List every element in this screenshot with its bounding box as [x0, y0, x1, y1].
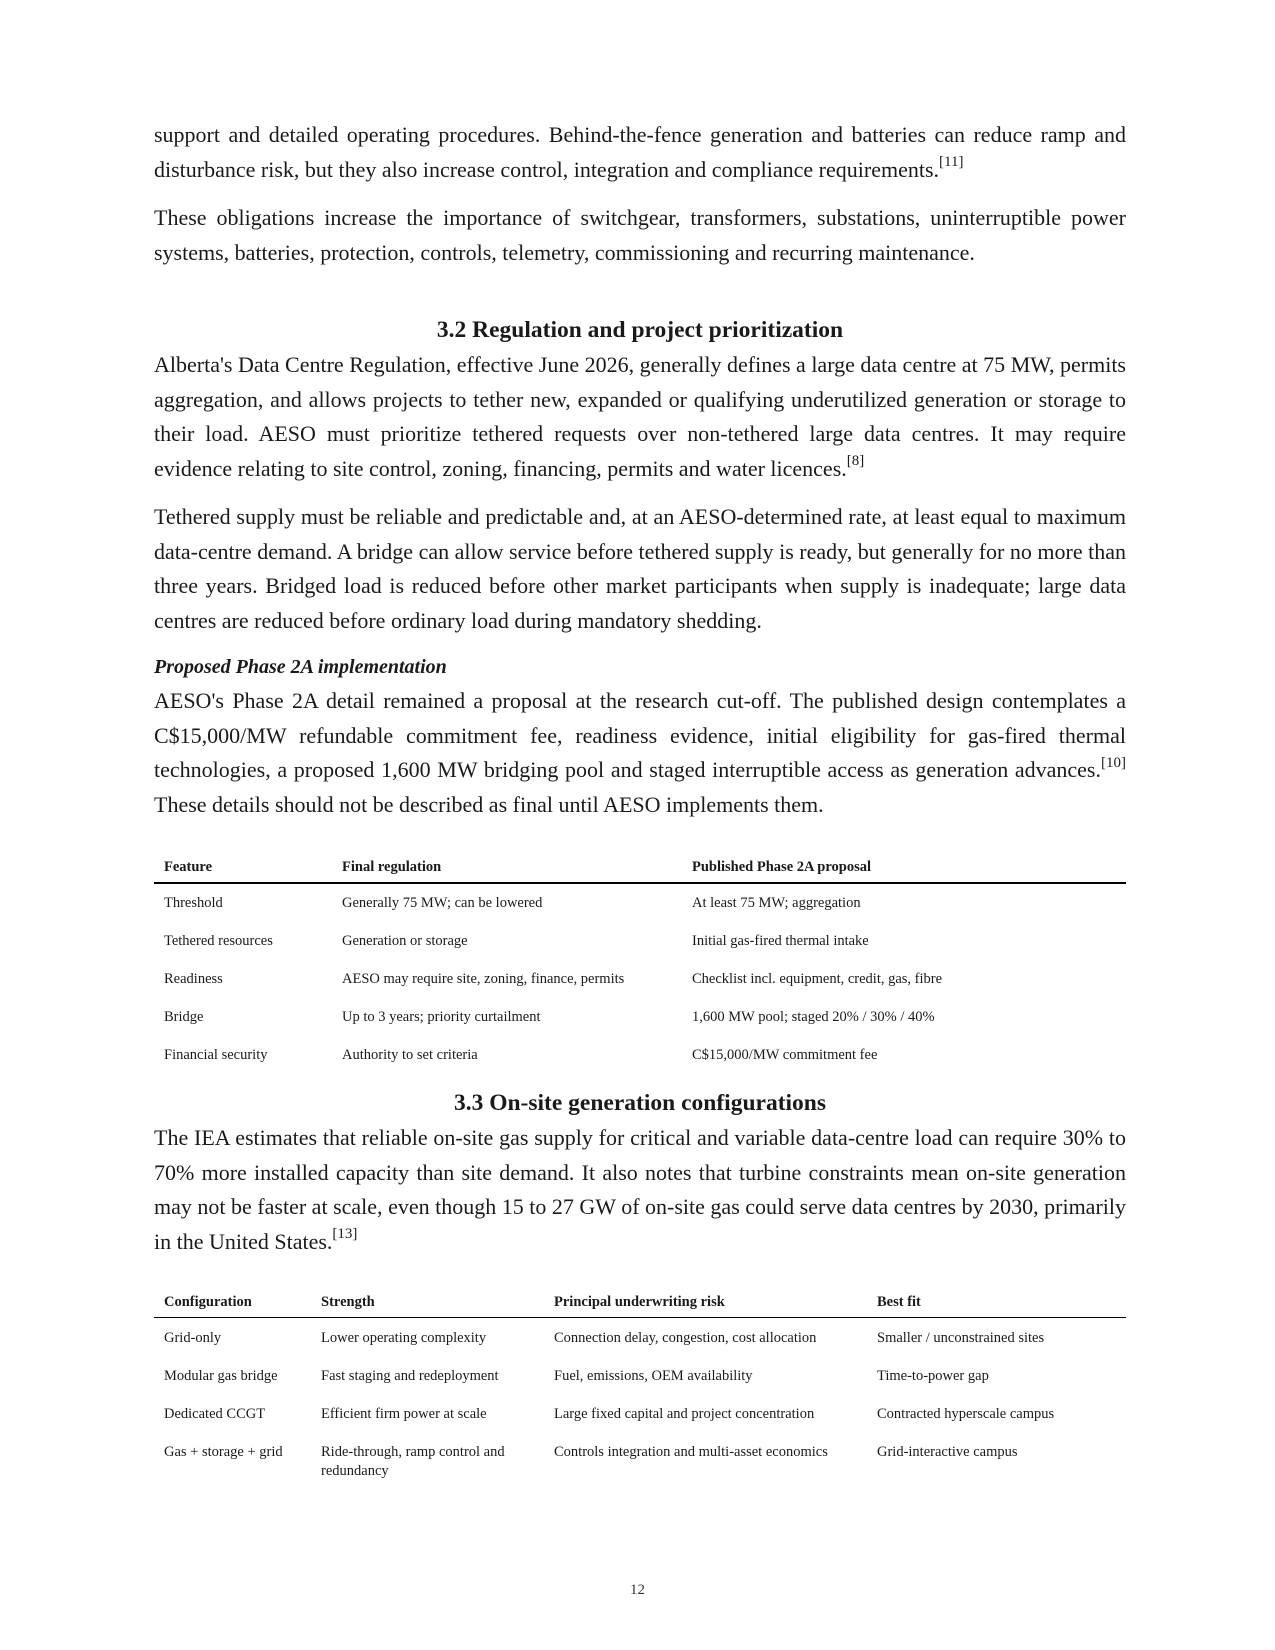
- table-cell: Contracted hyperscale campus: [877, 1405, 1055, 1422]
- table-cell: 1,600 MW pool; staged 20% / 30% / 40%: [692, 1009, 935, 1025]
- section-3-2-paragraph-1: [154, 348, 1126, 486]
- intro-paragraph-2: These obligations increase the importance of switchgear, transformers, substations, uninterruptible power systems, batteries, protection, controls, telemetry, commissioning and recurring maintenance.: [154, 205, 1126, 265]
- table-row: [154, 1318, 1126, 1356]
- table-header-cell: Principal underwriting risk: [554, 1294, 725, 1310]
- page-number: 12: [630, 1582, 645, 1598]
- table-cell: Lower operating complexity: [321, 1330, 487, 1346]
- table-cell: Checklist incl. equipment, credit, gas, fibre: [692, 971, 943, 987]
- table-cell: Generally 75 MW; can be lowered: [342, 895, 543, 911]
- section-3-3-paragraph-1: [154, 1121, 1126, 1259]
- citation-11[interactable]: [11]: [939, 154, 964, 171]
- table-cell: Grid-interactive campus: [877, 1443, 1018, 1460]
- section-3-2-paragraph-3: [154, 684, 1126, 822]
- table-cell: AESO may require site, zoning, finance, permits: [342, 971, 625, 987]
- table-cell: Time-to-power gap: [877, 1367, 989, 1384]
- citation-13[interactable]: [13]: [332, 1226, 358, 1243]
- table-header-cell: Configuration: [164, 1294, 252, 1310]
- table-cell: Fuel, emissions, OEM availability: [554, 1367, 753, 1384]
- table-cell: Grid-only: [164, 1330, 222, 1346]
- table-row: [154, 1432, 1126, 1481]
- table-header-cell: Published Phase 2A proposal: [692, 859, 872, 875]
- table-cell: Authority to set criteria: [342, 1047, 478, 1063]
- intro-paragraph-1-text: support and detailed operating procedures. Behind-the-fence generation and batteries can reduce ramp and disturbance risk, but they also increase control, integration and compliance requirements.: [154, 122, 1126, 182]
- citation-8[interactable]: [8]: [846, 453, 865, 470]
- onsite-configurations-table: [154, 1283, 1126, 1481]
- section-3-2-heading: 3.2 Regulation and project prioritization: [436, 317, 844, 343]
- table-header-row: [154, 1283, 1126, 1318]
- table-cell: Connection delay, congestion, cost allocation: [554, 1330, 817, 1346]
- table-cell: Smaller / unconstrained sites: [877, 1330, 1045, 1346]
- table-cell: Controls integration and multi-asset economics: [554, 1443, 828, 1460]
- table-cell: Ride-through, ramp control and redundancy: [321, 1443, 505, 1479]
- table-cell: Modular gas bridge: [164, 1367, 278, 1384]
- table-cell: Generation or storage: [342, 933, 468, 949]
- table-cell: Readiness: [164, 971, 223, 987]
- intro-paragraph-1: [154, 118, 1126, 187]
- table-row: [154, 959, 1126, 997]
- table-row: [154, 1394, 1126, 1432]
- table-cell: Dedicated CCGT: [164, 1405, 266, 1422]
- phase-2a-subheading: Proposed Phase 2A implementation: [154, 656, 447, 678]
- table-cell: Initial gas-fired thermal intake: [692, 933, 869, 949]
- regulation-comparison-table: [154, 848, 1126, 1073]
- table-header-row: [154, 848, 1126, 883]
- section-3-2-paragraph-2: Tethered supply must be reliable and predictable and, at an AESO-determined rate, at least equal to maximum data-centre demand. A bridge can allow service before tethered supply is ready, but generally for no more than three years. Bridged load is reduced before other market participants when supply is inadequate; large data centres are reduced before ordinary load during mandatory shedding.: [154, 504, 1126, 633]
- table-cell: Threshold: [164, 895, 223, 911]
- citation-10[interactable]: [10]: [1101, 754, 1126, 771]
- section-3-2-paragraph-3-text-a: AESO's Phase 2A detail remained a proposal at the research cut-off. The published design contemplates a C$15,000/MW refundable commitment fee, readiness evidence, initial eligibility for gas-fired thermal technologies, a proposed 1,600 MW bridging pool and staged interruptible access as generation advances.: [154, 688, 1126, 782]
- table-header-cell: Final regulation: [342, 859, 442, 875]
- table-cell: Up to 3 years; priority curtailment: [342, 1009, 541, 1025]
- table-cell: Tethered resources: [164, 933, 273, 949]
- table-header-cell: Feature: [164, 859, 213, 875]
- table-cell: C$15,000/MW commitment fee: [692, 1047, 878, 1063]
- table-header-cell: Best fit: [877, 1294, 921, 1310]
- section-3-2-paragraph-3-text-b: These details should not be described as final until AESO implements them.: [154, 791, 824, 817]
- table-cell: Large fixed capital and project concentration: [554, 1405, 815, 1422]
- table-cell: At least 75 MW; aggregation: [692, 895, 861, 911]
- section-3-3-heading: 3.3 On-site generation configurations: [453, 1090, 827, 1116]
- table-cell: Financial security: [164, 1047, 268, 1063]
- table-row: [154, 921, 1126, 959]
- section-3-2-paragraph-1-text: Alberta's Data Centre Regulation, effective June 2026, generally defines a large data centre at 75 MW, permits aggregation, and allows projects to tether new, expanded or qualifying underutilized generation or storage to their load. AESO must prioritize tethered requests over non-tethered large data centres. It may require evidence relating to site control, zoning, financing, permits and water licences.: [154, 352, 1126, 481]
- table-header-cell: Strength: [321, 1294, 375, 1310]
- table-cell: Efficient firm power at scale: [321, 1405, 487, 1422]
- table-cell: Fast staging and redeployment: [321, 1367, 499, 1384]
- section-3-3-paragraph-1-text: The IEA estimates that reliable on-site gas supply for critical and variable data-centre load can require 30% to 70% more installed capacity than site demand. It also notes that turbine constraints mean on-site generation may not be faster at scale, even though 15 to 27 GW of on-site gas could serve data centres by 2030, primarily in the United States.: [154, 1125, 1126, 1254]
- table-row: [154, 997, 1126, 1035]
- table-row: [154, 883, 1126, 921]
- table-row: [154, 1356, 1126, 1394]
- table-cell: Gas + storage + grid: [164, 1443, 283, 1460]
- document-page: [154, 118, 1126, 1481]
- table-cell: Bridge: [164, 1009, 204, 1025]
- table-row: [154, 1035, 1126, 1073]
